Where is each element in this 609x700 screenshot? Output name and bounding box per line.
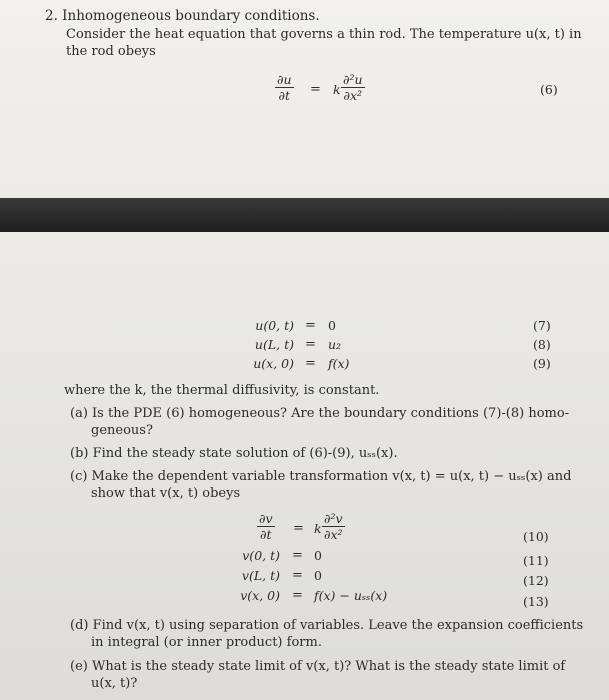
part-a-line-2: geneous? <box>91 423 153 438</box>
bc9-rhs: f(x) <box>328 356 350 371</box>
bc13-lhs: v(x, 0) <box>240 588 280 603</box>
bc8-number: (8) <box>533 337 551 352</box>
eq6-coef: k <box>333 82 341 97</box>
problem-heading: 2. Inhomogeneous boundary conditions. <box>45 8 320 24</box>
part-d-line-1: (d) Find v(x, t) using separation of variables. Leave the expansion coefficients <box>70 618 584 633</box>
bc9-number: (9) <box>533 356 551 371</box>
bc11-lhs: v(0, t) <box>242 548 280 563</box>
bc11-equals: = <box>292 548 303 563</box>
part-c-line-1: (c) Make the dependent variable transformation v(x, t) = u(x, t) − uₛₛ(x) and <box>70 469 572 484</box>
bc12-rhs: 0 <box>314 568 322 583</box>
bc11-number: (11) <box>523 553 549 568</box>
bc8-rhs: u₂ <box>328 337 342 352</box>
bc12-equals: = <box>292 568 303 583</box>
bc12-number: (12) <box>523 573 549 588</box>
eq10-number: (10) <box>523 529 549 544</box>
bc7-equals: = <box>305 318 316 333</box>
bc13-rhs: f(x) − uₛₛ(x) <box>314 588 388 603</box>
eq10-lhs-fraction: $\frac{\partial v}{\partial t}$ <box>259 511 273 542</box>
diffusivity-note: where the k, the thermal diffusivity, is constant. <box>64 383 380 398</box>
part-a-line-1: (a) Is the PDE (6) homogeneous? Are the boundary conditions (7)-(8) homo- <box>70 406 570 421</box>
bc9-lhs: u(x, 0) <box>253 356 294 371</box>
intro-line-2: the rod obeys <box>66 44 156 59</box>
bc7-lhs: u(0, t) <box>255 318 294 333</box>
eq6-rhs-fraction: $\frac{\text{∂²u}}{\text{∂x²}}$ <box>343 72 363 103</box>
part-e-line-2: u(x, t)? <box>91 676 138 691</box>
bc7-number: (7) <box>533 318 551 333</box>
intro-line-1: Consider the heat equation that governs a thin rod. The temperature u(x, t) in <box>66 27 582 42</box>
eq6-lhs-fraction: $\frac{\partial u}{\partial t}$ <box>277 72 292 103</box>
eq6-equals: = <box>310 82 321 97</box>
eq6-number: (6) <box>540 82 558 97</box>
part-d-line-2: in integral (or inner product) form. <box>91 635 322 650</box>
part-e-line-1: (e) What is the steady state limit of v(x, t)? What is the steady state limit of <box>70 659 566 674</box>
eq10-rhs-fraction: $\frac{\text{∂²v}}{\text{∂x²}}$ <box>324 511 343 542</box>
eq10-coef: k <box>314 521 322 536</box>
bc13-equals: = <box>292 588 303 603</box>
bc11-rhs: 0 <box>314 548 322 563</box>
part-b: (b) Find the steady state solution of (6)-(9), uₛₛ(x). <box>70 446 398 461</box>
bc8-lhs: u(L, t) <box>254 337 294 352</box>
screenshot-divider-bar <box>0 198 609 232</box>
bc9-equals: = <box>305 356 316 371</box>
bc13-number: (13) <box>523 594 549 609</box>
eq10-equals: = <box>293 521 304 536</box>
bc12-lhs: v(L, t) <box>241 568 280 583</box>
bc7-rhs: 0 <box>328 318 336 333</box>
bc8-equals: = <box>305 337 316 352</box>
part-c-line-2: show that v(x, t) obeys <box>91 486 241 501</box>
